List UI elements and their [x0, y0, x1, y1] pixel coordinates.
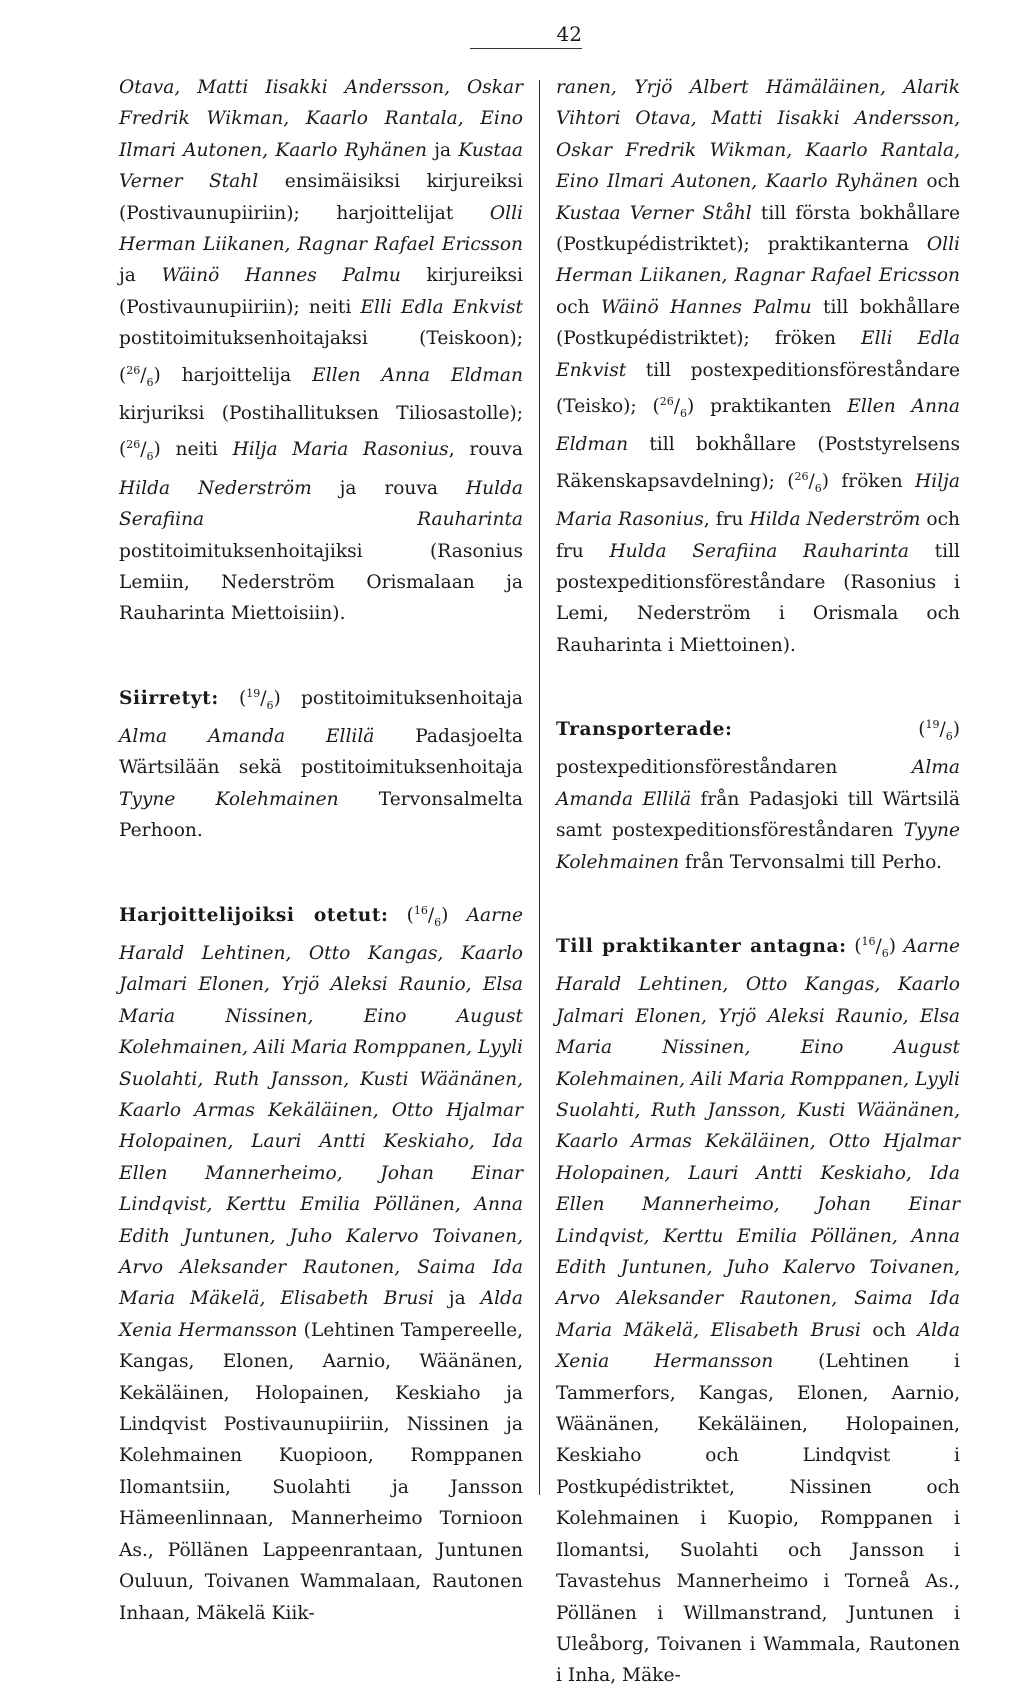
person-names: Hilda Nederström: [749, 509, 921, 531]
date-day: 19: [925, 718, 940, 732]
person-names: Hulda Serafiina Rauharinta: [609, 540, 909, 562]
swedish-appointments-paragraph: [556, 72, 960, 661]
date-day: 26: [659, 395, 674, 409]
person-names: Olli Herman Liikanen, Ragnar Rafael Ericsson: [119, 202, 523, 256]
text-run: /: [875, 936, 882, 958]
text-run: (Lehtinen Tampereelle, Kangas, Elonen, Aarnio, Wäänänen, Kekäläinen, Holopainen, Keskiaho ja Lindqvist Postivaunupiiriin, Nissinen ja Kolehmainen Kuopioon, Romppanen Ilomantsiin, Suolahti ja Jansson Hämeenlinnaan, Mannerheimo Tornioon As., Pöllänen Lappeenrantaan, Juntunen Ouluun, Toivanen Wammalaan, Rautonen Inhaan, Mäkelä Kiik-: [119, 1319, 523, 1624]
text-run: , fru: [703, 509, 750, 531]
date-month: 6: [434, 915, 442, 929]
text-run: postitoimituksenhoitajiksi (Rasonius Lemiin, Nederström Orismalaan ja Rauharinta Miettoisiin).: [119, 540, 523, 625]
date-day: 19: [246, 686, 261, 700]
text-run: och: [918, 171, 960, 193]
text-run: ja: [426, 139, 459, 161]
text-run: Padasjoelta Wärtsilään sekä postitoimituksenhoitaja: [119, 726, 523, 779]
text-run: /: [140, 439, 147, 461]
person-names: Kustaa Verner Ståhl: [556, 202, 752, 224]
text-run: till första bokhållare (Postkupédistriktet); praktikanterna: [556, 202, 960, 256]
section-lead: Harjoittelijoiksi otetut:: [119, 904, 389, 926]
text-run: /: [140, 364, 147, 386]
text-run: från Tervonsalmi till Perho.: [679, 851, 942, 873]
text-run: kirjuriksi (Postihallituksen Tiliosastolle); (: [119, 402, 523, 461]
date-month: 6: [146, 450, 154, 464]
column-divider: [539, 80, 540, 1495]
text-run: /: [939, 719, 946, 741]
person-names: Aarne Harald Lehtinen, Otto Kangas, Kaarlo Jalmari Elonen, Yrjö Aleksi Raunio, Elsa Maria Nissinen, Eino August Kolehmainen, Aili Maria Romppanen, Lyyli Suolahti, Ruth Jansson, Kusti Wäänänen, Kaarlo Armas Kekäläinen, Otto Hjalmar Holopainen, Lauri Antti Keskiaho, Ida Ellen Mannerheimo, Johan Einar Lindqvist, Kerttu Emilia Pöllänen, Anna Edith Juntunen, Juho Kalervo Toivanen, Arvo Aleksander Rautonen, Saima Ida Maria Mäkelä, Elisabeth Brusi: [119, 904, 523, 1310]
person-names: Hilja Maria Rasonius: [232, 439, 449, 461]
person-names: Alma Amanda Ellilä: [119, 726, 375, 748]
text-run: ensimäisiksi kirjureiksi (Postivaunupiiriin); harjoittelijat: [119, 171, 524, 224]
text-run: /: [260, 687, 267, 709]
text-run: och fru: [556, 509, 960, 562]
date-day: 16: [413, 903, 428, 917]
text-run: ): [888, 936, 904, 958]
person-names: Alda Xenia Hermansson: [556, 1319, 961, 1373]
text-run: ) fröken: [821, 470, 916, 492]
date-day: 26: [126, 363, 141, 377]
text-run: (: [732, 719, 926, 741]
date-month: 6: [945, 730, 953, 744]
text-run: ja: [119, 265, 162, 287]
section-lead: Till praktikanter antagna:: [556, 936, 847, 958]
swedish-column: [556, 72, 960, 1692]
date-day: 26: [126, 438, 141, 452]
finnish-transfers-paragraph: [119, 678, 523, 847]
finnish-trainees-paragraph: [119, 895, 523, 1629]
person-names: Wäinö Hannes Palmu: [600, 296, 812, 318]
text-run: till postexpeditionsföreståndare (Teisko); (: [556, 359, 960, 418]
person-names: Elli Edla Enkvist: [360, 296, 523, 318]
text-run: ja: [433, 1288, 481, 1310]
swedish-transfers-paragraph: [556, 709, 960, 878]
finnish-column: [119, 72, 523, 1629]
section-lead: Siirretyt:: [119, 687, 219, 709]
person-names: Tyyne Kolehmainen: [119, 788, 339, 810]
person-names: Otava, Matti Iisakki Andersson, Oskar Fredrik Wikman, Kaarlo Rantala, Eino Ilmari Autonen, Kaarlo Ryhänen: [119, 77, 523, 161]
text-run: till bokhållare (Postkupédistriktet); fröken: [556, 296, 960, 350]
text-run: (: [388, 904, 414, 926]
text-run: postitoimituksenhoitajaksi (Teiskoon); (: [119, 328, 523, 386]
text-run: ) postexpeditionsföreståndaren: [556, 719, 960, 779]
date-day: 16: [861, 935, 876, 949]
text-run: Tervonsalmelta Perhoon.: [119, 788, 523, 842]
date-month: 6: [146, 375, 154, 389]
swedish-trainees-paragraph: [556, 926, 960, 1692]
person-names: Alda Xenia Hermansson: [119, 1288, 524, 1341]
text-run: ): [441, 904, 467, 926]
text-run: /: [427, 904, 435, 926]
text-run: , rouva: [448, 439, 523, 461]
text-run: (Lehtinen i Tammerfors, Kangas, Elonen, Aarnio, Wäänänen, Kekäläinen, Holopainen, Keskiaho och Lindqvist i Postkupédistriktet, Nissinen och Kolehmainen i Kuopio, Romppanen i Ilomantsi, Suolahti och Jansson i Tavastehus Mannerheimo i Torneå As., Pöllänen i Willmanstrand, Juntunen i Uleåborg, Toivanen i Wammala, Rautonen i Inha, Mäke-: [556, 1351, 960, 1687]
page-number: 42: [470, 22, 582, 49]
text-run: från Padasjoki till Wärtsilä samt postexpeditionsföreståndaren: [556, 788, 960, 842]
text-run: ) harjoittelija: [153, 364, 313, 386]
date-month: 6: [266, 698, 274, 712]
section-lead: Transporterade:: [556, 719, 733, 741]
person-names: Ellen Anna Eldman: [312, 364, 523, 386]
text-run: och: [556, 296, 601, 318]
person-names: Hilja Maria Rasonius: [556, 470, 960, 531]
person-names: Kustaa Verner Stahl: [119, 139, 523, 193]
finnish-appointments-paragraph: [119, 72, 523, 630]
text-run: och: [860, 1319, 918, 1341]
text-run: /: [673, 396, 681, 418]
text-run: (: [846, 936, 862, 958]
text-run: ) praktikanten: [687, 396, 848, 418]
text-run: till bokhållare (Poststyrelsens Räkenskapsavdelning); (: [556, 434, 960, 492]
text-run: /: [808, 470, 815, 492]
date-month: 6: [881, 946, 889, 960]
date-day: 26: [794, 469, 809, 483]
text-run: ja rouva: [311, 477, 466, 499]
person-names: Olli Herman Liikanen, Ragnar Rafael Ericsson: [556, 234, 960, 287]
text-run: till postexpeditionsföreståndare (Rasonius i Lemi, Nederström i Orismala och Rauharinta i Miettoinen).: [556, 540, 960, 656]
date-month: 6: [680, 406, 688, 420]
person-names: Aarne Harald Lehtinen, Otto Kangas, Kaarlo Jalmari Elonen, Yrjö Aleksi Raunio, Elsa Maria Nissinen, Eino August Kolehmainen, Aili Maria Romppanen, Lyyli Suolahti, Ruth Jansson, Kusti Wäänänen, Kaarlo Armas Kekäläinen, Otto Hjalmar Holopainen, Lauri Antti Keskiaho, Ida Ellen Mannerheimo, Johan Einar Lindqvist, Kerttu Emilia Pöllänen, Anna Edith Juntunen, Juho Kalervo Toivanen, Arvo Aleksander Rautonen, Saima Ida Maria Mäkelä, Elisabeth Brusi: [556, 936, 960, 1341]
person-names: Ellen Anna Eldman: [556, 396, 960, 456]
text-run: kirjureiksi (Postivaunupiiriin); neiti: [119, 265, 523, 318]
text-run: ) neiti: [153, 439, 233, 461]
person-names: Hilda Nederström: [119, 477, 312, 499]
text-run: (: [218, 687, 247, 709]
person-names: Alma Amanda Ellilä: [556, 757, 960, 810]
text-run: ) postitoimituksenhoitaja: [273, 687, 523, 709]
person-names: ranen, Yrjö Albert Hämäläinen, Alarik Vihtori Otava, Matti Iisakki Andersson, Oskar Fredrik Wikman, Kaarlo Rantala, Eino Ilmari Autonen, Kaarlo Ryhänen: [556, 77, 960, 193]
person-names: Hulda Serafiina Rauharinta: [119, 477, 523, 531]
date-month: 6: [814, 481, 822, 495]
person-names: Wäinö Hannes Palmu: [161, 265, 401, 287]
person-names: Tyyne Kolehmainen: [556, 820, 960, 873]
person-names: Elli Edla Enkvist: [556, 328, 960, 381]
